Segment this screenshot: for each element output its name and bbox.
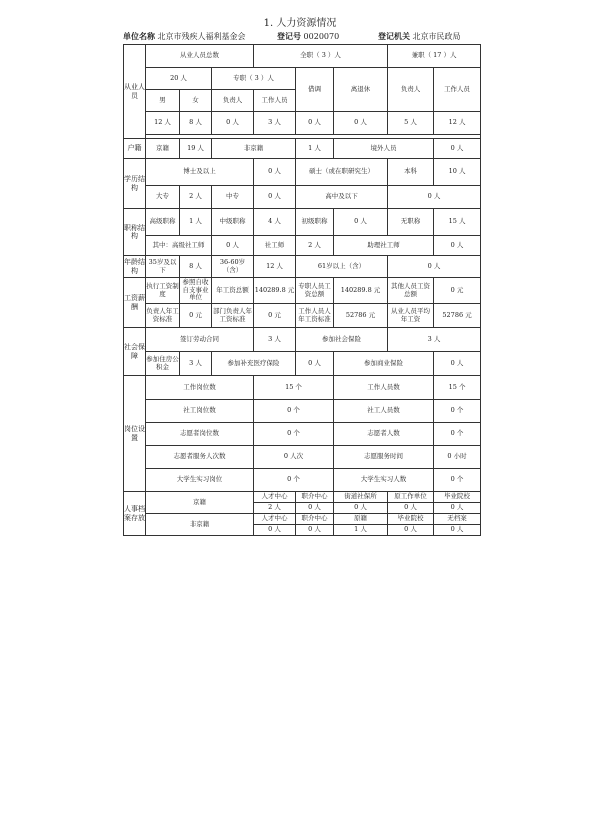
social-label: 参加社会保险 <box>296 328 388 352</box>
commercial-value: 0 人 <box>434 352 481 376</box>
under35-value: 8 人 <box>180 256 212 278</box>
sw-staff-label: 社工人员数 <box>334 400 434 423</box>
nb-original-value: 1 人 <box>334 525 388 536</box>
beijing-label: 京籍 <box>146 139 180 159</box>
vol-count-value: 0 个 <box>434 423 481 446</box>
bj-orig-value: 0 人 <box>388 503 434 514</box>
senior-sw-label: 其中：高级社工师 <box>146 236 212 256</box>
female-label: 女 <box>180 90 212 112</box>
section-salary: 工资薪酬 <box>124 278 146 328</box>
bachelor-label: 本科 <box>388 159 434 186</box>
unit-name-label: 单位名称 <box>123 31 155 41</box>
bachelor-value: 10 人 <box>434 159 481 186</box>
over61-label: 61岁以上（含） <box>296 256 388 278</box>
male-label: 男 <box>146 90 180 112</box>
rehired-label: 借调 <box>296 68 334 112</box>
junior-label: 初级职称 <box>296 209 334 236</box>
total-label: 从业人员总数 <box>146 45 254 68</box>
staff-total-value: 140289.8 元 <box>334 278 388 304</box>
staff-avg-label: 工作人员人年工资标准 <box>296 304 334 328</box>
intern-posts-value: 0 个 <box>254 469 334 492</box>
fulltime-label: 全职（ 3 ）人 <box>254 45 388 68</box>
doctor-label: 博士及以上 <box>146 159 254 186</box>
work-posts-label: 工作岗位数 <box>146 376 254 400</box>
work-staff-value: 15 个 <box>434 376 481 400</box>
sw-posts-label: 社工岗位数 <box>146 400 254 423</box>
other-total-label: 其他人员工资总额 <box>388 278 434 304</box>
nb-original-label: 原籍 <box>334 514 388 525</box>
foreign-label: 境外人员 <box>334 139 434 159</box>
senior-sw-value: 0 人 <box>212 236 254 256</box>
dept-std-value: 0 元 <box>254 304 296 328</box>
emp-avg-value: 52786 元 <box>434 304 481 328</box>
asst-sw-value: 0 人 <box>434 236 481 256</box>
sw-value: 2 人 <box>296 236 334 256</box>
middle-label: 中级职称 <box>212 209 254 236</box>
none-title-label: 无职称 <box>388 209 434 236</box>
vol-hours-value: 0 小时 <box>434 446 481 469</box>
college-value: 2 人 <box>180 186 212 209</box>
nb-school-label: 毕业院校 <box>388 514 434 525</box>
secondary-label: 中专 <box>212 186 254 209</box>
nb-none-label: 无档案 <box>434 514 481 525</box>
staff-avg-value: 52786 元 <box>334 304 388 328</box>
archive-beijing-label: 京籍 <box>146 492 254 514</box>
authority-label: 登记机关 <box>378 31 410 41</box>
vol-times-label: 志愿者服务人次数 <box>146 446 254 469</box>
male-value: 12 人 <box>146 112 180 135</box>
nb-none-value: 0 人 <box>434 525 481 536</box>
medical-label: 参加补充医疗保险 <box>212 352 296 376</box>
ft-head-label: 负责人 <box>212 90 254 112</box>
section-insurance: 社会保障 <box>124 328 146 376</box>
bj-orig-label: 原工作单位 <box>388 492 434 503</box>
senior-value: 1 人 <box>180 209 212 236</box>
nb-school-value: 0 人 <box>388 525 434 536</box>
highschool-label: 高中及以下 <box>296 186 388 209</box>
master-label: 硕士（或在职研究生） <box>296 159 388 186</box>
staff-total-label: 专职人员工资总额 <box>296 278 334 304</box>
registration-value: 0020070 <box>303 32 340 41</box>
junior-value: 0 人 <box>334 209 388 236</box>
intern-count-label: 大学生实习人数 <box>334 469 434 492</box>
archive-non-beijing-label: 非京籍 <box>146 514 254 536</box>
intern-count-value: 0 个 <box>434 469 481 492</box>
head-std-label: 负责人年工资标准 <box>146 304 180 328</box>
housing-label: 参加住房公积金 <box>146 352 180 376</box>
female-value: 8 人 <box>180 112 212 135</box>
registration-authority <box>378 31 461 42</box>
bj-school-label: 毕业院校 <box>434 492 481 503</box>
ft-head-value: 0 人 <box>212 112 254 135</box>
ft-staff-label: 工作人员 <box>254 90 296 112</box>
over61-value: 0 人 <box>388 256 481 278</box>
unit-name-value: 北京市残疾人福利基金会 <box>157 32 246 41</box>
bj-school-value: 0 人 <box>434 503 481 514</box>
work-staff-label: 工作人员数 <box>334 376 434 400</box>
senior-label: 高级职称 <box>146 209 180 236</box>
bj-street-value: 0 人 <box>334 503 388 514</box>
social-value: 3 人 <box>388 328 481 352</box>
section-archives: 人事档案存放 <box>124 492 146 536</box>
retired-label: 离退休 <box>334 68 388 112</box>
secondary-value: 0 人 <box>254 186 296 209</box>
total-value: 20 人 <box>146 68 212 90</box>
highschool-value: 0 人 <box>388 186 481 209</box>
middle-value: 4 人 <box>254 209 296 236</box>
non-beijing-value: 1 人 <box>296 139 334 159</box>
nb-agency-label: 职介中心 <box>296 514 334 525</box>
unit-name <box>123 31 246 42</box>
registration-number <box>277 31 339 42</box>
vol-count-label: 志愿者人数 <box>334 423 434 446</box>
bj-agency-label: 职介中心 <box>296 492 334 503</box>
parttime-label: 兼职（ 17 ）人 <box>388 45 481 68</box>
dept-std-label: 部门负责人年工资标准 <box>212 304 254 328</box>
vol-hours-label: 志愿服务时间 <box>334 446 434 469</box>
contract-value: 3 人 <box>254 328 296 352</box>
medical-value: 0 人 <box>296 352 334 376</box>
sw-label: 社工师 <box>254 236 296 256</box>
bj-talent-value: 2 人 <box>254 503 296 514</box>
page-title: 1. 人力资源情况 <box>263 18 337 29</box>
under35-label: 35岁及以下 <box>146 256 180 278</box>
authority-value: 北京市民政局 <box>412 32 461 41</box>
pt-staff-label: 工作人员 <box>434 68 481 112</box>
college-label: 大专 <box>146 186 180 209</box>
none-title-value: 15 人 <box>434 209 481 236</box>
contract-label: 签订劳动合同 <box>146 328 254 352</box>
section-education: 学历结构 <box>124 159 146 209</box>
vol-posts-label: 志愿者岗位数 <box>146 423 254 446</box>
bj-street-label: 街道社保所 <box>334 492 388 503</box>
salary-total-value: 140289.8 元 <box>254 278 296 304</box>
section-age: 年龄结构 <box>124 256 146 278</box>
head-std-value: 0 元 <box>180 304 212 328</box>
pt-head-label: 负责人 <box>388 68 434 112</box>
asst-sw-label: 助理社工师 <box>334 236 434 256</box>
bj-talent-label: 人才中心 <box>254 492 296 503</box>
commercial-label: 参加商业保险 <box>334 352 434 376</box>
fulltime-detail: 专职（ 3 ）人 <box>212 68 296 90</box>
doctor-value: 0 人 <box>254 159 296 186</box>
intern-posts-label: 大学生实习岗位 <box>146 469 254 492</box>
mid-age-label: 36-60岁（含） <box>212 256 254 278</box>
salary-system-value: 参照自收自支事业单位 <box>180 278 212 304</box>
bj-agency-value: 0 人 <box>296 503 334 514</box>
pt-staff-value: 12 人 <box>434 112 481 135</box>
nb-agency-value: 0 人 <box>296 525 334 536</box>
sw-posts-value: 0 个 <box>254 400 334 423</box>
beijing-value: 19 人 <box>180 139 212 159</box>
section-hukou: 户籍 <box>124 139 146 159</box>
retired-value: 0 人 <box>334 112 388 135</box>
vol-posts-value: 0 个 <box>254 423 334 446</box>
sw-staff-value: 0 个 <box>434 400 481 423</box>
housing-value: 3 人 <box>180 352 212 376</box>
salary-total-label: 年工资总额 <box>212 278 254 304</box>
nb-talent-value: 0 人 <box>254 525 296 536</box>
section-posts: 岗位设置 <box>124 376 146 492</box>
mid-age-value: 12 人 <box>254 256 296 278</box>
ft-staff-value: 3 人 <box>254 112 296 135</box>
section-employees: 从业人员 <box>124 45 146 139</box>
registration-label: 登记号 <box>277 31 301 41</box>
foreign-value: 0 人 <box>434 139 481 159</box>
section-title-structure: 职称结构 <box>124 209 146 256</box>
human-resources-table <box>123 44 481 536</box>
non-beijing-label: 非京籍 <box>212 139 296 159</box>
salary-system-label: 执行工资制度 <box>146 278 180 304</box>
emp-avg-label: 从业人员平均年工资 <box>388 304 434 328</box>
vol-times-value: 0 人次 <box>254 446 334 469</box>
work-posts-value: 15 个 <box>254 376 334 400</box>
other-total-value: 0 元 <box>434 278 481 304</box>
nb-talent-label: 人才中心 <box>254 514 296 525</box>
rehired-value: 0 人 <box>296 112 334 135</box>
pt-head-value: 5 人 <box>388 112 434 135</box>
